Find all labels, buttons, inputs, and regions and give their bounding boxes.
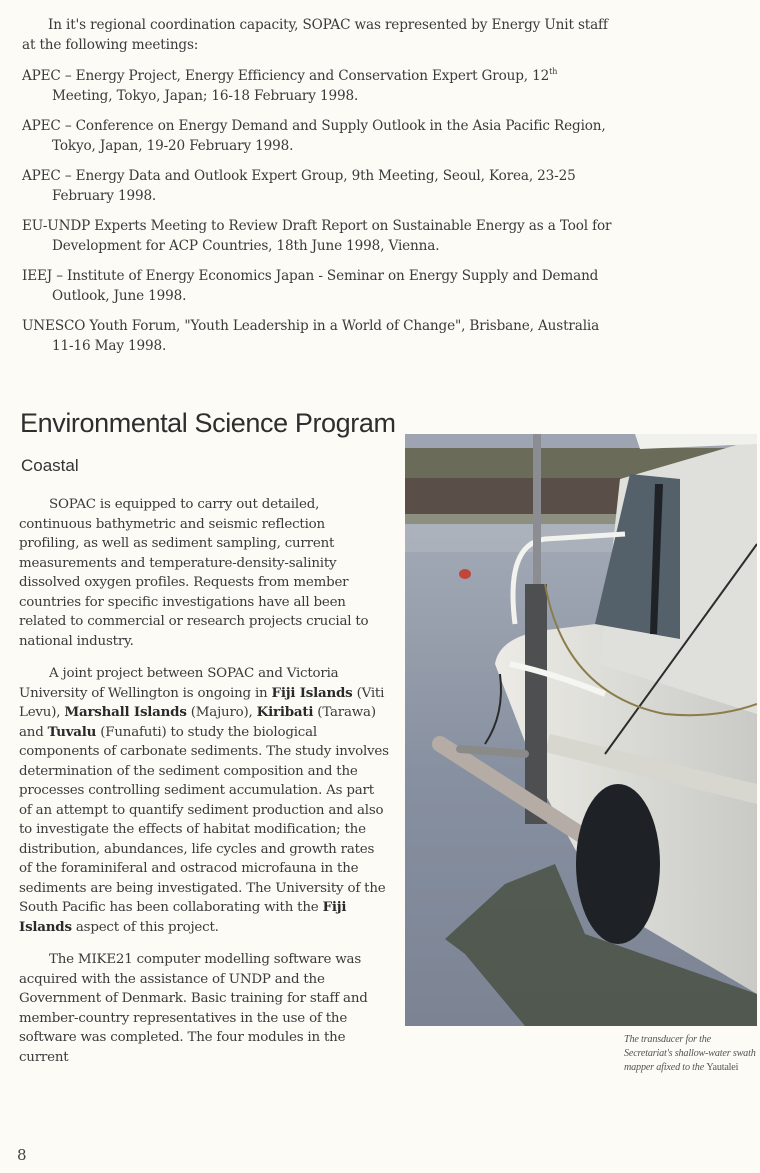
boat-transducer-photo [405,434,757,1026]
meeting-item: APEC – Energy Project, Energy Efficiency and Conservation Expert Group, 12th Meeting, Tokyo, Japan; 16-18 February 1998. [22,67,558,104]
section-title: Environmental Science Program [20,408,396,438]
photo-illustration [405,434,757,1026]
intro-paragraph: In it's regional coordination capacity, SOPAC was represented by Energy Unit staff at the following meetings: [22,17,608,53]
paragraph-equipment: SOPAC is equipped to carry out detailed, continuous bathymetric and seismic reflection profiling, as well as sediment sampling, current measurements and temperature-density-salinity dissolved oxygen profiles. Requests from member countries for specific investigations have all been related to commercial or research projects crucial to national industry. [19,497,369,649]
body-column [19,495,389,1080]
meeting-item: APEC – Energy Data and Outlook Expert Group, 9th Meeting, Seoul, Korea, 23-25 February 1998. [22,168,576,204]
meeting-item: APEC – Conference on Energy Demand and Supply Outlook in the Asia Pacific Region, Tokyo, Japan, 19-20 February 1998. [22,118,606,154]
subsection-title: Coastal [21,456,79,475]
meetings-list [22,66,620,366]
meeting-item: IEEJ – Institute of Energy Economics Japan - Seminar on Energy Supply and Demand Outlook, June 1998. [22,268,599,304]
page-number: 8 [17,1146,27,1164]
meeting-item: UNESCO Youth Forum, "Youth Leadership in a World of Change", Brisbane, Australia 11-16 May 1998. [22,318,600,354]
photo-caption: The transducer for the Secretariat's shallow-water swath mapper afixed to the Yautalei [624,1034,756,1073]
meeting-item: EU-UNDP Experts Meeting to Review Draft Report on Sustainable Energy as a Tool for Development for ACP Countries, 18th June 1998, Vienna. [22,218,612,254]
paragraph-joint-project: A joint project between SOPAC and Victoria University of Wellington is ongoing in Fiji Islands (Viti Levu), Marshall Islands (Majuro), Kiribati (Tarawa) and Tuvalu (Funafuti) to study the biological components of carbonate sediments. The study involves determination of the sediment composition and the processes controlling sediment accumulation. As part of an attempt to quantify sediment production and also to investigate the effects of habitat modification; the distribution, abundances, life cycles and growth rates of the foraminiferal and ostracod microfauna in the sediments are being investigated. The University of the South Pacific has been collaborating with the Fiji Islands aspect of this project. [19,666,389,935]
paragraph-mike21: The MIKE21 computer modelling software was acquired with the assistance of UNDP and the Government of Denmark. Basic training for staff and member-country representatives in the use of the software was completed. The four modules in the current [19,952,368,1065]
